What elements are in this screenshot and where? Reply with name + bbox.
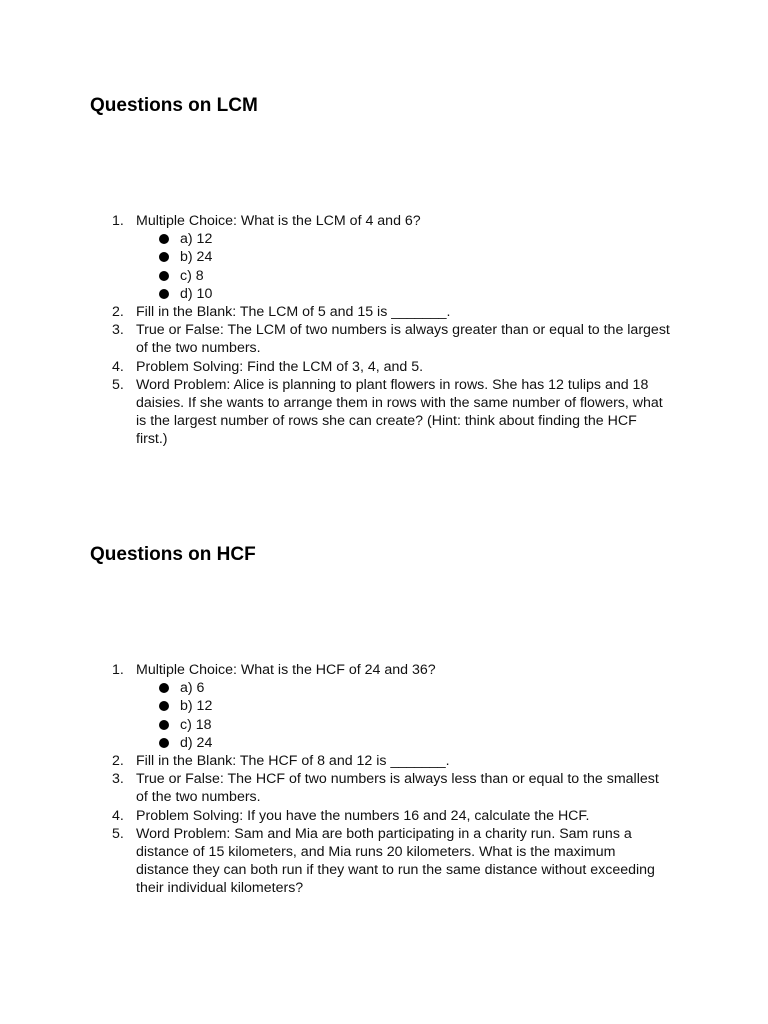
question-number: 2. [112, 753, 124, 770]
section-title-hcf: Questions on HCF [90, 544, 256, 565]
question-item-5 [112, 376, 672, 449]
option-text: d) 10 [180, 285, 213, 302]
question-item-3 [112, 321, 672, 357]
options-list [136, 230, 672, 303]
bullet-icon [159, 720, 169, 730]
option-item [158, 230, 672, 248]
question-number: 4. [112, 807, 124, 824]
question-number: 5. [112, 376, 124, 393]
bullet-icon [159, 234, 169, 244]
question-text: Fill in the Blank: The HCF of 8 and 12 is _______. [136, 753, 450, 770]
question-number: 5. [112, 825, 124, 842]
question-list-hcf [112, 661, 672, 898]
question-number: 1. [112, 213, 124, 229]
question-item-4 [112, 807, 672, 825]
question-item-5 [112, 825, 672, 898]
question-number: 3. [112, 771, 124, 788]
option-item [158, 734, 672, 752]
question-text: Multiple Choice: What is the HCF of 24 and 36? [136, 662, 436, 678]
option-item [158, 679, 672, 697]
option-item [158, 248, 672, 266]
question-number: 4. [112, 358, 124, 375]
option-item [158, 716, 672, 734]
question-text: Problem Solving: If you have the numbers 16 and 24, calculate the HCF. [136, 807, 590, 824]
question-number: 3. [112, 322, 124, 339]
option-item [158, 697, 672, 715]
option-text: b) 24 [180, 249, 213, 266]
bullet-icon [159, 289, 169, 299]
question-text: Fill in the Blank: The LCM of 5 and 15 is _______. [136, 304, 451, 321]
bullet-icon [159, 271, 169, 281]
question-item-3 [112, 770, 672, 806]
question-item-2 [112, 752, 672, 770]
bullet-icon [159, 738, 169, 748]
option-text: a) 12 [180, 231, 213, 248]
option-item [158, 267, 672, 285]
question-number: 1. [112, 662, 124, 678]
question-item-4 [112, 358, 672, 376]
question-item-2 [112, 303, 672, 321]
question-text: Multiple Choice: What is the LCM of 4 and 6? [136, 213, 421, 229]
question-item-1 [112, 661, 672, 752]
bullet-icon [159, 683, 169, 693]
question-number: 2. [112, 304, 124, 321]
question-text: Word Problem: Sam and Mia are both participating in a charity run. Sam runs a distance of 15 kilometers, and Mia runs 20 kilometers. What is the maximum distance they can both run if they want to run the same distance without exceeding their individual kilometers? [136, 825, 655, 897]
option-text: b) 12 [180, 698, 213, 715]
question-item-1 [112, 212, 672, 303]
question-list-lcm [112, 212, 672, 449]
option-text: c) 18 [180, 716, 212, 733]
option-item [158, 285, 672, 303]
question-text: Problem Solving: Find the LCM of 3, 4, and 5. [136, 358, 424, 375]
section-title-lcm: Questions on LCM [90, 95, 258, 116]
bullet-icon [159, 252, 169, 262]
option-text: d) 24 [180, 734, 213, 751]
question-text: True or False: The LCM of two numbers is always greater than or equal to the largest of the two numbers. [136, 322, 670, 357]
question-text: True or False: The HCF of two numbers is always less than or equal to the smallest of the two numbers. [136, 771, 659, 806]
bullet-icon [159, 701, 169, 711]
option-text: a) 6 [180, 680, 205, 697]
question-text: Word Problem: Alice is planning to plant flowers in rows. She has 12 tulips and 18 daisies. If she wants to arrange them in rows with the same number of flowers, what is the largest number of rows she can create? (Hint: think about finding the HCF first.) [136, 376, 663, 448]
options-list [136, 679, 672, 752]
option-text: c) 8 [180, 267, 204, 284]
